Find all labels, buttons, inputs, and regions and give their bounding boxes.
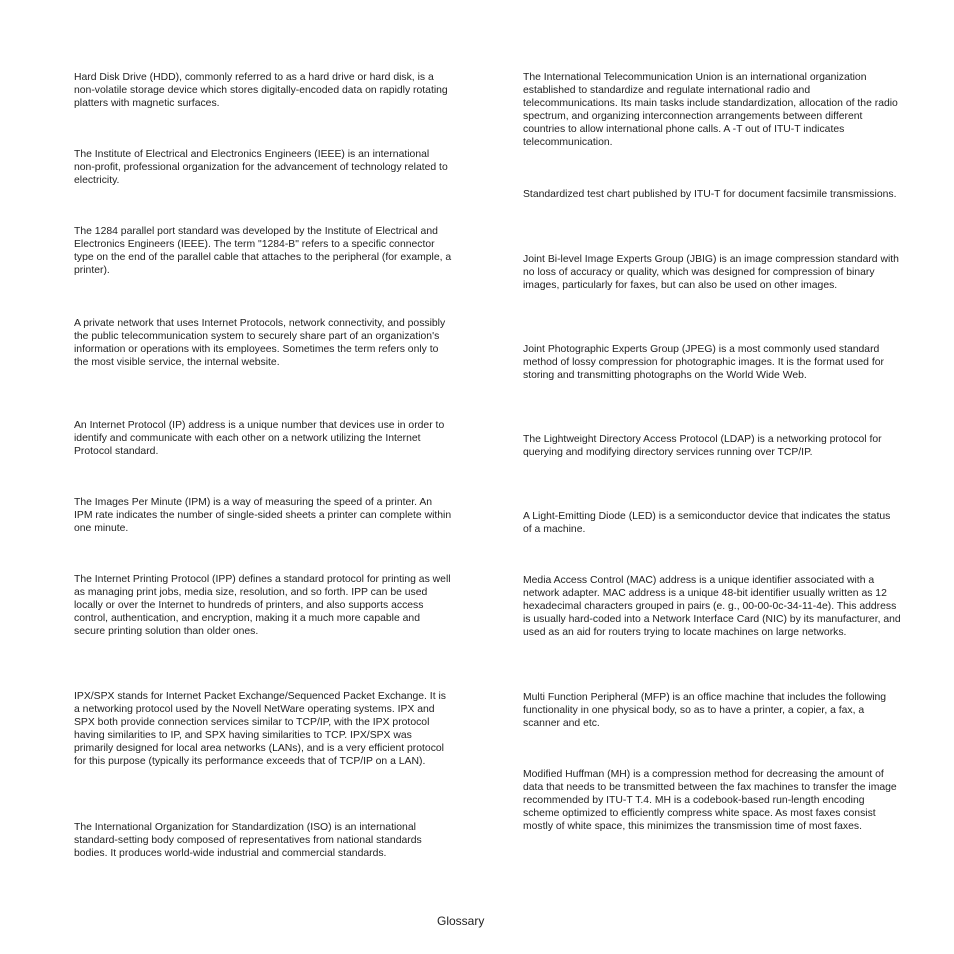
glossary-entry-mac-address: Media Access Control (MAC) address is a unique identifier associated with a network adapter. MAC address is a unique 48-bit identifier usually written as 12 hexadecimal characters grouped in pairs (e. g., 00-00-0c-34-11-4e). This address is usually hard-coded into a Network Interface Card (NIC) by its manufacturer, and used as an aid for routers trying to locate machines on large networks. (523, 575, 901, 638)
glossary-entry-ipx-spx: IPX/SPX stands for Internet Packet Exchange/Sequenced Packet Exchange. It is a networking protocol used by the Novell NetWare operating systems. IPX and SPX both provide connection services similar to TCP/IP, with the IPX protocol having similarities to IP, and SPX having similarities to TCP. IPX/SPX was primarily designed for local area networks (LANs), and is a very efficient protocol for this purpose (typically its performance exceeds that of TCP/IP on a LAN). (74, 691, 446, 767)
glossary-entry-ieee: The Institute of Electrical and Electronics Engineers (IEEE) is an international non-profit, professional organization for the advancement of technology related to electricity. (74, 149, 448, 186)
glossary-entry-jpeg: Joint Photographic Experts Group (JPEG) is a most commonly used standard method of lossy compression for photographic images. It is the format used for storing and transmitting photographs on the World Wide Web. (523, 344, 884, 381)
glossary-entry-jbig: Joint Bi-level Image Experts Group (JBIG) is an image compression standard with no loss of accuracy or quality, which was designed for compression of binary images, particularly for faxes, but can also be used on other images. (523, 254, 899, 291)
glossary-entry-itu-t: The International Telecommunication Union is an international organization established to standardize and regulate international radio and telecommunications. Its main tasks include standardization, allocation of the radio spectrum, and organizing interconnection arrangements between different countries to allow international phone calls. A -T out of ITU-T indicates telecommunication. (523, 72, 898, 148)
glossary-entry-ip-address: An Internet Protocol (IP) address is a unique number that devices use in order to identify and communicate with each other on a network utilizing the Internet Protocol standard. (74, 420, 445, 457)
glossary-entry-itu-t-no1-chart: Standardized test chart published by ITU-T for document facsimile transmissions. (523, 189, 897, 200)
glossary-entry-mh: Modified Huffman (MH) is a compression method for decreasing the amount of data that needs to be transmitted between the fax machines to transfer the image recommended by ITU-T T.4. MH is a codebook-based run-length encoding scheme optimized to efficiently compress white space. As most faxes consist mostly of white space, this minimizes the transmission time of most faxes. (523, 769, 897, 832)
glossary-entry-ieee-1284: The 1284 parallel port standard was developed by the Institute of Electrical and Electronics Engineers (IEEE). The term "1284-B" refers to a specific connector type on the end of the parallel cable that attaches to the peripheral (for example, a printer). (74, 226, 452, 276)
glossary-entry-hdd: Hard Disk Drive (HDD), commonly referred to as a hard drive or hard disk, is a non-volatile storage device which stores digitally-encoded data on rapidly rotating platters with magnetic surfaces. (74, 72, 448, 109)
glossary-entry-ipp: The Internet Printing Protocol (IPP) defines a standard protocol for printing as well as managing print jobs, media size, resolution, and so forth. IPP can be used locally or over the Internet to hundreds of printers, and also supports access control, authentication, and encryption, making it a much more capable and secure printing solution than older ones. (74, 574, 451, 637)
glossary-entry-ldap: The Lightweight Directory Access Protocol (LDAP) is a networking protocol for querying and modifying directory services running over TCP/IP. (523, 434, 882, 458)
glossary-entry-ipm: The Images Per Minute (IPM) is a way of measuring the speed of a printer. An IPM rate indicates the number of single-sided sheets a printer can complete within one minute. (74, 497, 452, 534)
glossary-entry-mfp: Multi Function Peripheral (MFP) is an office machine that includes the following functionality in one physical body, so as to have a printer, a copier, a fax, a scanner and etc. (523, 692, 887, 729)
glossary-entry-iso: The International Organization for Standardization (ISO) is an international standard-setting body composed of representatives from national standards bodies. It produces world-wide industrial and commercial standards. (74, 822, 422, 859)
footer-label: Glossary (437, 914, 485, 928)
glossary-entry-led: A Light-Emitting Diode (LED) is a semiconductor device that indicates the status of a machine. (523, 511, 891, 535)
glossary-entry-intranet: A private network that uses Internet Protocols, network connectivity, and possibly the public telecommunication system to securely share part of an organization's information or operations with its employees. Sometimes the term refers only to the most visible service, the internal website. (74, 318, 446, 368)
